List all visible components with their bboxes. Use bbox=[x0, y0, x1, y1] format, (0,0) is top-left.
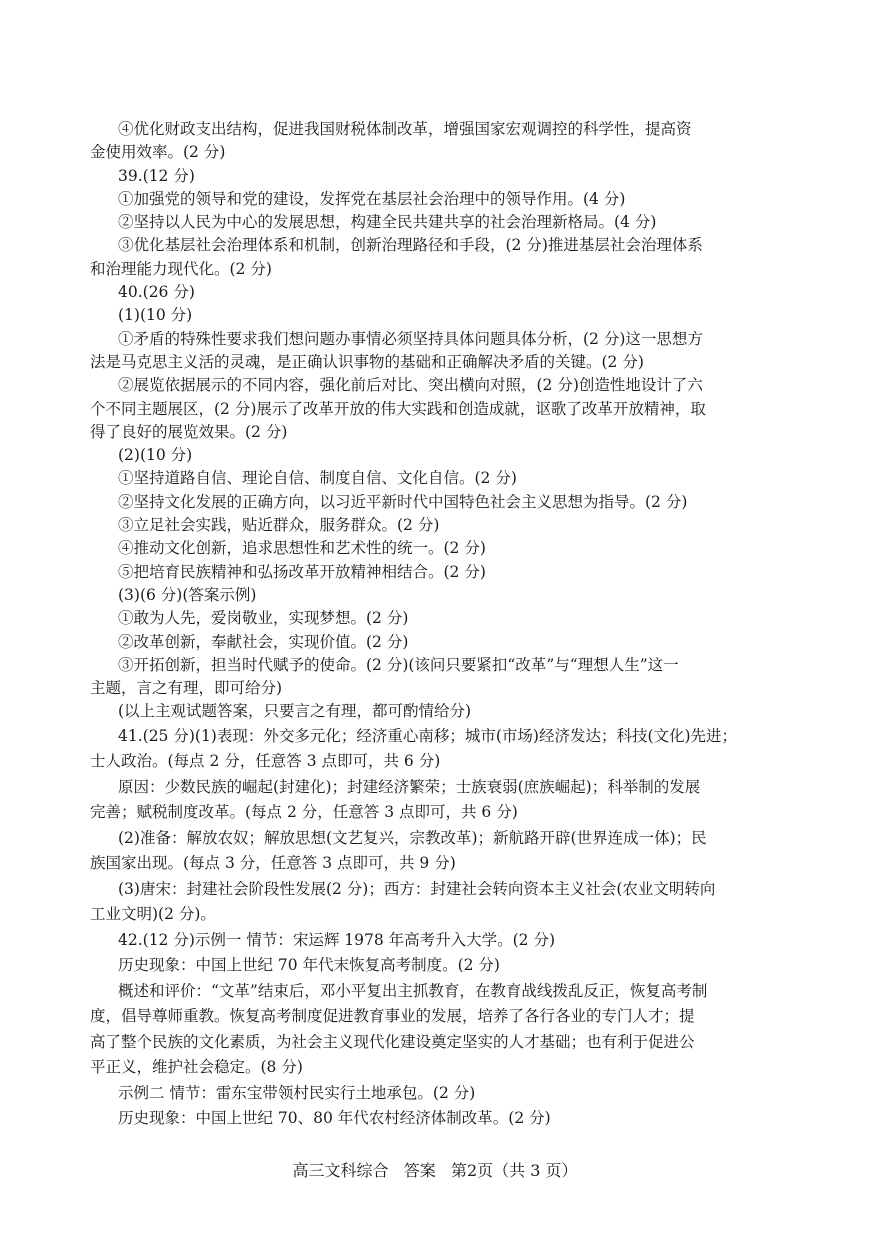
text-line: ①矛盾的特殊性要求我们想问题办事情必须坚持具体问题具体分析，(2 分)这一思想方 bbox=[118, 329, 703, 348]
sub-question-heading: (2)(10 分) bbox=[118, 446, 193, 465]
text-line: ③优化基层社会治理体系和机制，创新治理路径和手段，(2 分)推进基层社会治理体系 bbox=[118, 236, 703, 255]
text-line: ③开拓创新，担当时代赋予的使命。(2 分)(该问只要紧扣“改革”与“理想人生”这一 bbox=[118, 655, 679, 674]
text-line: 示例二 情节：雷东宝带领村民实行土地承包。(2 分) bbox=[118, 1083, 476, 1102]
text-line: 原因：少数民族的崛起(封建化)；封建经济繁荣；士族衰弱(庶族崛起)；科举制的发展 bbox=[118, 777, 701, 796]
text-line: 金使用效率。(2 分) bbox=[90, 143, 226, 162]
text-line: 士人政治。(每点 2 分，任意答 3 点即可，共 6 分) bbox=[90, 752, 441, 771]
text-line: 高了整个民族的文化素质，为社会主义现代化建设奠定坚实的人才基础；也有利于促进公 bbox=[90, 1032, 695, 1051]
text-line: ①敢为人先，爱岗敬业，实现梦想。(2 分) bbox=[118, 609, 409, 628]
text-line: 概述和评价：“文革”结束后，邓小平复出主抓教育，在教育战线拨乱反正，恢复高考制 bbox=[118, 981, 708, 1000]
text-line: ①坚持道路自信、理论自信、制度自信、文化自信。(2 分) bbox=[118, 469, 517, 488]
text-line: ①加强党的领导和党的建设，发挥党在基层社会治理中的领导作用。(4 分) bbox=[118, 189, 626, 208]
text-line: 族国家出现。(每点 3 分，任意答 3 点即可，共 9 分) bbox=[90, 854, 456, 873]
question-heading: 39.(12 分) bbox=[118, 166, 195, 185]
sub-question-heading: (3)(6 分)(答案示例) bbox=[118, 585, 257, 604]
text-line: ③立足社会实践，贴近群众，服务群众。(2 分) bbox=[118, 516, 440, 535]
text-line: 平正义，维护社会稳定。(8 分) bbox=[90, 1058, 303, 1077]
text-line: (2)准备：解放农奴；解放思想(文艺复兴，宗教改革)；新航路开辟(世界连成一体)；民 bbox=[118, 828, 707, 847]
answer-body bbox=[90, 118, 790, 1132]
question-heading: 42.(12 分)示例一 情节：宋运辉 1978 年高考升入大学。(2 分) bbox=[118, 930, 556, 949]
text-line: 历史现象：中国上世纪 70、80 年代农村经济体制改革。(2 分) bbox=[118, 1109, 551, 1128]
text-line: (3)唐宋：封建社会阶段性发展(2 分)；西方：封建社会转向资本主义社会(农业文明转向 bbox=[118, 879, 716, 898]
text-line: ②改革创新，奉献社会，实现价值。(2 分) bbox=[118, 632, 409, 651]
text-line: ②坚持文化发展的正确方向，以习近平新时代中国特色社会主义思想为指导。(2 分) bbox=[118, 492, 688, 511]
text-line: 得了良好的展览效果。(2 分) bbox=[90, 422, 288, 441]
text-line: ④优化财政支出结构，促进我国财税体制改革，增强国家宏观调控的科学性，提高资 bbox=[118, 120, 692, 138]
text-line: 个不同主题展区，(2 分)展示了改革开放的伟大实践和创造成就，讴歌了改革开放精神，取 bbox=[90, 399, 706, 418]
text-line: 历史现象：中国上世纪 70 年代末恢复高考制度。(2 分) bbox=[118, 956, 500, 975]
question-heading: 40.(26 分) bbox=[118, 283, 195, 302]
text-line: ②展览依据展示的不同内容，强化前后对比、突出横向对照，(2 分)创造性地设计了六 bbox=[118, 376, 703, 395]
text-line: 和治理能力现代化。(2 分) bbox=[90, 259, 272, 278]
text-line: 度，倡导尊师重教。恢复高考制度促进教育事业的发展，培养了各行各业的专门人才；提 bbox=[90, 1007, 695, 1026]
sub-question-heading: (1)(10 分) bbox=[118, 306, 193, 325]
text-line: 完善；赋税制度改革。(每点 2 分，任意答 3 点即可，共 6 分) bbox=[90, 803, 518, 822]
text-line: 主题，言之有理，即可给分) bbox=[90, 679, 283, 698]
text-line: 法是马克思主义活的灵魂，是正确认识事物的基础和正确解决矛盾的关键。(2 分) bbox=[90, 352, 644, 371]
text-line: ②坚持以人民为中心的发展思想，构建全民共建共享的社会治理新格局。(4 分) bbox=[118, 213, 657, 232]
text-line: 工业文明)(2 分)。 bbox=[90, 905, 216, 924]
question-heading: 41.(25 分)(1)表现：外交多元化；经济重心南移；城市(市场)经济发达；科技(文化)先进； bbox=[118, 726, 738, 745]
page-footer: 高三文科综合 答案 第2页（共 3 页） bbox=[292, 1161, 578, 1180]
note-line: (以上主观试题答案，只要言之有理，都可酌情给分) bbox=[118, 702, 472, 721]
text-line: ⑤把培育民族精神和弘扬改革开放精神相结合。(2 分) bbox=[118, 562, 486, 581]
text-line: ④推动文化创新，追求思想性和艺术性的统一。(2 分) bbox=[118, 539, 486, 558]
